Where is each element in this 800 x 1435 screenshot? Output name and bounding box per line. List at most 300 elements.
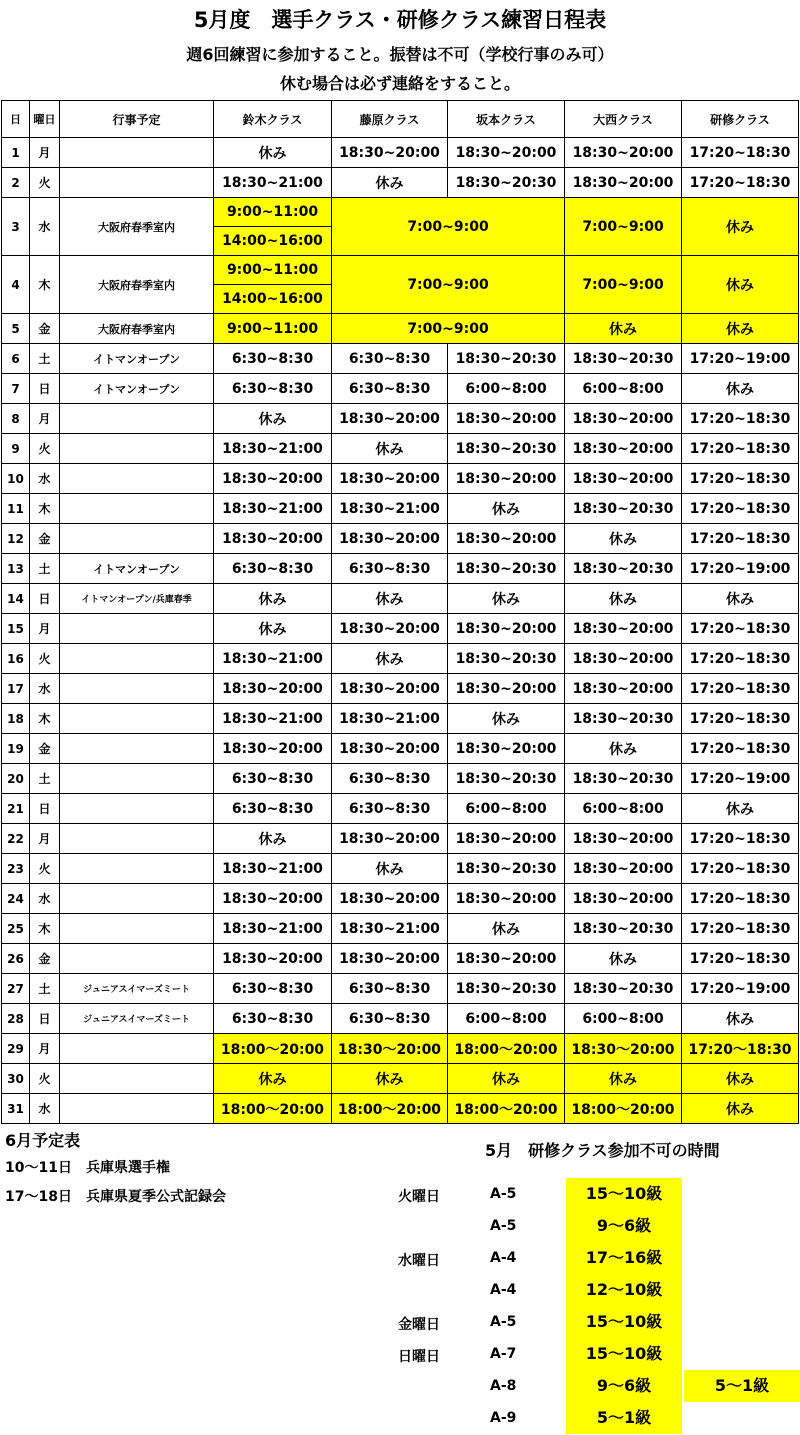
onishi-cell: 18:30~20:00 xyxy=(565,824,682,854)
sakamoto-cell: 18:30~20:30 xyxy=(448,764,565,794)
fujiwara-cell: 18:30~20:00 xyxy=(332,944,448,974)
suzuki-cell: 18:30~20:00 xyxy=(214,674,332,704)
day-cell: 21 xyxy=(2,794,30,824)
event-cell xyxy=(60,614,214,644)
table-row xyxy=(2,614,799,644)
fujiwara-cell: 6:30~8:30 xyxy=(332,764,448,794)
suzuki-cell: 18:00～20:00 xyxy=(214,1094,332,1124)
table-row xyxy=(2,404,799,434)
event-cell xyxy=(60,434,214,464)
sakamoto-cell: 休み xyxy=(448,494,565,524)
onishi-cell: 18:30~20:00 xyxy=(565,674,682,704)
event-cell: イトマンオープン xyxy=(60,344,214,374)
day-cell: 10 xyxy=(2,464,30,494)
sakamoto-cell: 18:30~20:00 xyxy=(448,138,565,168)
weekday-cell: 火 xyxy=(30,1064,60,1094)
day-cell: 9 xyxy=(2,434,30,464)
onishi-cell: 18:30~20:00 xyxy=(565,138,682,168)
day-cell: 20 xyxy=(2,764,30,794)
suzuki-cell: 18:00～20:00 xyxy=(214,1034,332,1064)
fujiwara-cell: 休み xyxy=(332,854,448,884)
weekday-cell: 月 xyxy=(30,614,60,644)
fujiwara-cell: 18:30~20:00 xyxy=(332,524,448,554)
sakamoto-cell: 18:00～20:00 xyxy=(448,1034,565,1064)
restrict-grade-badge: 9～6級 xyxy=(566,1210,682,1242)
weekday-cell: 金 xyxy=(30,524,60,554)
kenshu-cell: 17:20~19:00 xyxy=(682,974,799,1004)
weekday-cell: 金 xyxy=(30,734,60,764)
event-cell xyxy=(60,524,214,554)
kenshu-cell: 17:20~18:30 xyxy=(682,734,799,764)
day-cell: 12 xyxy=(2,524,30,554)
suzuki-cell: 18:30~21:00 xyxy=(214,854,332,884)
event-cell xyxy=(60,824,214,854)
day-cell: 2 xyxy=(2,168,30,198)
suzuki-cell: 6:30~8:30 xyxy=(214,554,332,584)
kenshu-cell: 17:20~18:30 xyxy=(682,884,799,914)
suzuki-cell: 18:30~20:00 xyxy=(214,464,332,494)
table-row xyxy=(2,914,799,944)
event-cell xyxy=(60,138,214,168)
onishi-cell: 休み xyxy=(565,944,682,974)
kenshu-cell: 17:20~18:30 xyxy=(682,464,799,494)
sakamoto-cell: 休み xyxy=(448,1064,565,1094)
kenshu-cell: 17:20~18:30 xyxy=(682,674,799,704)
onishi-cell: 18:30~20:00 xyxy=(565,884,682,914)
onishi-cell: 18:30~20:30 xyxy=(565,914,682,944)
restrict-class: A-4 xyxy=(490,1250,517,1266)
header-cell: 行事予定 xyxy=(60,101,214,138)
sakamoto-cell: 18:30~20:30 xyxy=(448,974,565,1004)
day-cell: 8 xyxy=(2,404,30,434)
kenshu-cell: 17:20~18:30 xyxy=(682,914,799,944)
restrict-grade-badge: 15～10級 xyxy=(566,1178,682,1210)
fujiwara-cell: 18:30~20:00 xyxy=(332,674,448,704)
fujiwara-cell: 6:30~8:30 xyxy=(332,794,448,824)
day-cell: 17 xyxy=(2,674,30,704)
sakamoto-cell: 休み xyxy=(448,704,565,734)
onishi-cell: 休み xyxy=(565,584,682,614)
weekday-cell: 火 xyxy=(30,854,60,884)
suzuki-cell: 6:30~8:30 xyxy=(214,974,332,1004)
event-cell: 大阪府春季室内 xyxy=(60,256,214,314)
event-cell xyxy=(60,914,214,944)
merged-cell: 7:00~9:00 xyxy=(332,256,565,314)
kenshu-cell: 17:20~18:30 xyxy=(682,944,799,974)
weekday-cell: 月 xyxy=(30,138,60,168)
day-cell: 6 xyxy=(2,344,30,374)
suzuki-cell: 休み xyxy=(214,824,332,854)
sakamoto-cell: 6:00~8:00 xyxy=(448,1004,565,1034)
restrict-day: 金曜日 xyxy=(398,1317,440,1333)
kenshu-cell: 休み xyxy=(682,198,799,256)
restrict-grade-badge: 12～10級 xyxy=(566,1274,682,1306)
sakamoto-cell: 18:30~20:30 xyxy=(448,854,565,884)
restrict-grade-badge: 5～1級 xyxy=(566,1402,682,1434)
table-row xyxy=(2,464,799,494)
weekday-cell: 月 xyxy=(30,1034,60,1064)
table-row xyxy=(2,794,799,824)
restrict-day: 水曜日 xyxy=(398,1253,440,1269)
weekday-cell: 水 xyxy=(30,884,60,914)
sakamoto-cell: 18:30~20:00 xyxy=(448,674,565,704)
weekday-cell: 日 xyxy=(30,1004,60,1034)
sakamoto-cell: 18:30~20:00 xyxy=(448,464,565,494)
onishi-cell: 18:30~20:30 xyxy=(565,764,682,794)
fujiwara-cell: 18:30~20:00 xyxy=(332,614,448,644)
sakamoto-cell: 18:30~20:00 xyxy=(448,524,565,554)
weekday-cell: 土 xyxy=(30,974,60,1004)
day-cell: 25 xyxy=(2,914,30,944)
day-cell: 27 xyxy=(2,974,30,1004)
table-row xyxy=(2,944,799,974)
suzuki-cell: 18:30~20:00 xyxy=(214,524,332,554)
suzuki-cell: 18:30~21:00 xyxy=(214,704,332,734)
fujiwara-cell: 6:30~8:30 xyxy=(332,974,448,1004)
onishi-cell: 休み xyxy=(565,734,682,764)
kenshu-cell: 休み xyxy=(682,794,799,824)
table-row xyxy=(2,554,799,584)
onishi-cell: 18:30～20:00 xyxy=(565,1034,682,1064)
fujiwara-cell: 6:30~8:30 xyxy=(332,374,448,404)
fujiwara-cell: 6:30~8:30 xyxy=(332,1004,448,1034)
onishi-cell: 18:30~20:00 xyxy=(565,854,682,884)
onishi-cell: 18:30~20:00 xyxy=(565,168,682,198)
weekday-cell: 月 xyxy=(30,404,60,434)
fujiwara-cell: 18:30~21:00 xyxy=(332,494,448,524)
kenshu-cell: 17:20~18:30 xyxy=(682,494,799,524)
event-cell xyxy=(60,404,214,434)
event-cell xyxy=(60,944,214,974)
onishi-cell: 休み xyxy=(565,1064,682,1094)
sakamoto-cell: 18:00～20:00 xyxy=(448,1094,565,1124)
fujiwara-cell: 休み xyxy=(332,168,448,198)
day-cell: 11 xyxy=(2,494,30,524)
onishi-cell: 18:00～20:00 xyxy=(565,1094,682,1124)
kenshu-cell: 17:20~18:30 xyxy=(682,434,799,464)
table-row xyxy=(2,168,799,198)
kenshu-cell: 17:20~18:30 xyxy=(682,138,799,168)
event-cell xyxy=(60,884,214,914)
sakamoto-cell: 18:30~20:30 xyxy=(448,644,565,674)
table-row xyxy=(2,974,799,1004)
weekday-cell: 水 xyxy=(30,464,60,494)
header-cell: 藤原クラス xyxy=(332,101,448,138)
day-cell: 15 xyxy=(2,614,30,644)
day-cell: 16 xyxy=(2,644,30,674)
suzuki-cell: 18:30~21:00 xyxy=(214,914,332,944)
weekday-cell: 土 xyxy=(30,764,60,794)
table-row xyxy=(2,1094,799,1124)
kenshu-cell: 17:20~19:00 xyxy=(682,344,799,374)
table-row xyxy=(2,374,799,404)
weekday-cell: 火 xyxy=(30,168,60,198)
onishi-cell: 7:00~9:00 xyxy=(565,256,682,314)
table-row xyxy=(2,1034,799,1064)
day-cell: 14 xyxy=(2,584,30,614)
event-cell: ジュニアスイマーズミート xyxy=(60,974,214,1004)
event-cell xyxy=(60,168,214,198)
sakamoto-cell: 18:30~20:00 xyxy=(448,944,565,974)
restrict-class: A-9 xyxy=(490,1410,517,1426)
onishi-cell: 18:30~20:00 xyxy=(565,614,682,644)
table-row xyxy=(2,314,799,344)
sakamoto-cell: 18:30~20:30 xyxy=(448,434,565,464)
suzuki-cell: 18:30~21:00 xyxy=(214,644,332,674)
merged-cell: 7:00~9:00 xyxy=(332,198,565,256)
weekday-cell: 水 xyxy=(30,1094,60,1124)
kenshu-cell: 17:20~18:30 xyxy=(682,168,799,198)
fujiwara-cell: 18:30~20:00 xyxy=(332,734,448,764)
header-cell: 鈴木クラス xyxy=(214,101,332,138)
suzuki-cell: 18:30~21:00 xyxy=(214,494,332,524)
table-row xyxy=(2,734,799,764)
onishi-cell: 6:00~8:00 xyxy=(565,374,682,404)
suzuki-cell: 休み xyxy=(214,138,332,168)
sakamoto-cell: 18:30~20:30 xyxy=(448,168,565,198)
day-cell: 31 xyxy=(2,1094,30,1124)
onishi-cell: 6:00~8:00 xyxy=(565,1004,682,1034)
sakamoto-cell: 休み xyxy=(448,914,565,944)
weekday-cell: 日 xyxy=(30,794,60,824)
table-row xyxy=(2,198,799,227)
table-row xyxy=(2,256,799,285)
restrict-class: A-7 xyxy=(490,1346,517,1362)
restrict-grade-badge: 9～6級 xyxy=(566,1370,682,1402)
table-row xyxy=(2,434,799,464)
weekday-cell: 木 xyxy=(30,256,60,314)
june-item: 17～18日 兵庫県夏季公式記録会 xyxy=(5,1189,226,1205)
suzuki-cell: 休み xyxy=(214,404,332,434)
onishi-cell: 18:30~20:30 xyxy=(565,974,682,1004)
fujiwara-cell: 18:00～20:00 xyxy=(332,1094,448,1124)
suzuki-cell: 18:30~20:00 xyxy=(214,884,332,914)
weekday-cell: 日 xyxy=(30,584,60,614)
restrict-grade-badge: 5～1級 xyxy=(684,1370,800,1402)
suzuki-cell: 6:30~8:30 xyxy=(214,1004,332,1034)
restrict-class: A-5 xyxy=(490,1218,517,1234)
day-cell: 19 xyxy=(2,734,30,764)
day-cell: 23 xyxy=(2,854,30,884)
kenshu-cell: 休み xyxy=(682,1004,799,1034)
restrict-grade-badge: 15～10級 xyxy=(566,1306,682,1338)
onishi-cell: 18:30~20:30 xyxy=(565,554,682,584)
onishi-cell: 休み xyxy=(565,314,682,344)
suzuki-cell: 18:30~21:00 xyxy=(214,168,332,198)
fujiwara-cell: 休み xyxy=(332,584,448,614)
table-row xyxy=(2,494,799,524)
onishi-cell: 7:00~9:00 xyxy=(565,198,682,256)
table-row xyxy=(2,884,799,914)
suzuki-cell: 6:30~8:30 xyxy=(214,764,332,794)
weekday-cell: 月 xyxy=(30,824,60,854)
onishi-cell: 18:30~20:00 xyxy=(565,644,682,674)
fujiwara-cell: 18:30~21:00 xyxy=(332,704,448,734)
event-cell xyxy=(60,494,214,524)
header-cell: 坂本クラス xyxy=(448,101,565,138)
event-cell: 大阪府春季室内 xyxy=(60,314,214,344)
sakamoto-cell: 18:30~20:30 xyxy=(448,554,565,584)
restrict-grade-badge: 15～10級 xyxy=(566,1338,682,1370)
kenshu-cell: 17:20~18:30 xyxy=(682,704,799,734)
event-cell xyxy=(60,674,214,704)
fujiwara-cell: 18:30~20:00 xyxy=(332,884,448,914)
sakamoto-cell: 18:30~20:00 xyxy=(448,884,565,914)
june-item: 10～11日 兵庫県選手権 xyxy=(5,1160,170,1176)
sakamoto-cell: 18:30~20:30 xyxy=(448,344,565,374)
kenshu-cell: 休み xyxy=(682,374,799,404)
sakamoto-cell: 18:30~20:00 xyxy=(448,824,565,854)
table-row xyxy=(2,854,799,884)
kenshu-cell: 17:20~18:30 xyxy=(682,644,799,674)
restrict-day: 火曜日 xyxy=(398,1189,440,1205)
kenshu-cell: 休み xyxy=(682,314,799,344)
kenshu-cell: 17:20~18:30 xyxy=(682,854,799,884)
restrict-title: 5月 研修クラス参加不可の時間 xyxy=(485,1141,720,1160)
subtitle-rule-1: 週6回練習に参加すること。振替は不可（学校行事のみ可） xyxy=(186,45,614,64)
kenshu-cell: 17:20~19:00 xyxy=(682,554,799,584)
restrict-class: A-4 xyxy=(490,1282,517,1298)
onishi-cell: 18:30~20:30 xyxy=(565,494,682,524)
sakamoto-cell: 18:30~20:00 xyxy=(448,404,565,434)
restrict-class: A-5 xyxy=(490,1186,517,1202)
event-cell xyxy=(60,764,214,794)
fujiwara-cell: 6:30~8:30 xyxy=(332,554,448,584)
table-row xyxy=(2,1004,799,1034)
suzuki-cell: 9:00~11:00 xyxy=(214,314,332,344)
merged-cell: 7:00~9:00 xyxy=(332,314,565,344)
sakamoto-cell: 18:30~20:00 xyxy=(448,614,565,644)
kenshu-cell: 17:20~19:00 xyxy=(682,764,799,794)
fujiwara-cell: 休み xyxy=(332,644,448,674)
onishi-cell: 休み xyxy=(565,524,682,554)
header-cell: 研修クラス xyxy=(682,101,799,138)
table-header-row xyxy=(2,101,799,138)
event-cell xyxy=(60,644,214,674)
suzuki-cell: 休み xyxy=(214,1064,332,1094)
weekday-cell: 木 xyxy=(30,704,60,734)
table-row xyxy=(2,524,799,554)
kenshu-cell: 休み xyxy=(682,1064,799,1094)
day-cell: 18 xyxy=(2,704,30,734)
event-cell: 大阪府春季室内 xyxy=(60,198,214,256)
suzuki-cell: 14:00~16:00 xyxy=(214,227,332,256)
weekday-cell: 木 xyxy=(30,494,60,524)
page-title: 5月度 選手クラス・研修クラス練習日程表 xyxy=(193,8,607,32)
day-cell: 4 xyxy=(2,256,30,314)
fujiwara-cell: 18:30~20:00 xyxy=(332,404,448,434)
day-cell: 22 xyxy=(2,824,30,854)
suzuki-cell: 18:30~21:00 xyxy=(214,434,332,464)
table-row xyxy=(2,764,799,794)
restrict-class: A-8 xyxy=(490,1378,517,1394)
weekday-cell: 火 xyxy=(30,644,60,674)
suzuki-cell: 6:30~8:30 xyxy=(214,374,332,404)
table-row xyxy=(2,824,799,854)
day-cell: 24 xyxy=(2,884,30,914)
event-cell xyxy=(60,854,214,884)
table-row xyxy=(2,674,799,704)
onishi-cell: 18:30~20:00 xyxy=(565,434,682,464)
suzuki-cell: 休み xyxy=(214,584,332,614)
fujiwara-cell: 6:30~8:30 xyxy=(332,344,448,374)
onishi-cell: 6:00~8:00 xyxy=(565,794,682,824)
onishi-cell: 18:30~20:30 xyxy=(565,704,682,734)
onishi-cell: 18:30~20:00 xyxy=(565,404,682,434)
fujiwara-cell: 18:30~21:00 xyxy=(332,914,448,944)
fujiwara-cell: 休み xyxy=(332,434,448,464)
day-cell: 3 xyxy=(2,198,30,256)
day-cell: 28 xyxy=(2,1004,30,1034)
onishi-cell: 18:30~20:30 xyxy=(565,344,682,374)
header-cell: 曜日 xyxy=(30,101,60,138)
suzuki-cell: 18:30~20:00 xyxy=(214,734,332,764)
table-row xyxy=(2,138,799,168)
event-cell xyxy=(60,704,214,734)
onishi-cell: 18:30~20:00 xyxy=(565,464,682,494)
event-cell: イトマンオープン/兵庫春季 xyxy=(60,584,214,614)
restrict-grade-badge: 17～16級 xyxy=(566,1242,682,1274)
sakamoto-cell: 休み xyxy=(448,584,565,614)
fujiwara-cell: 休み xyxy=(332,1064,448,1094)
day-cell: 7 xyxy=(2,374,30,404)
kenshu-cell: 17:20~18:30 xyxy=(682,824,799,854)
event-cell xyxy=(60,1064,214,1094)
event-cell: イトマンオープン xyxy=(60,374,214,404)
suzuki-cell: 9:00~11:00 xyxy=(214,198,332,227)
sakamoto-cell: 18:30~20:00 xyxy=(448,734,565,764)
weekday-cell: 金 xyxy=(30,314,60,344)
june-schedule-title: 6月予定表 xyxy=(5,1131,81,1150)
weekday-cell: 土 xyxy=(30,344,60,374)
restrict-day: 日曜日 xyxy=(398,1349,440,1365)
kenshu-cell: 休み xyxy=(682,1094,799,1124)
weekday-cell: 土 xyxy=(30,554,60,584)
table-row xyxy=(2,704,799,734)
kenshu-cell: 17:20~18:30 xyxy=(682,404,799,434)
event-cell: ジュニアスイマーズミート xyxy=(60,1004,214,1034)
fujiwara-cell: 18:30~20:00 xyxy=(332,824,448,854)
weekday-cell: 水 xyxy=(30,198,60,256)
weekday-cell: 火 xyxy=(30,434,60,464)
kenshu-cell: 17:20～18:30 xyxy=(682,1034,799,1064)
event-cell xyxy=(60,734,214,764)
fujiwara-cell: 18:30~20:00 xyxy=(332,138,448,168)
kenshu-cell: 17:20~18:30 xyxy=(682,524,799,554)
table-row xyxy=(2,344,799,374)
day-cell: 30 xyxy=(2,1064,30,1094)
subtitle-rule-2: 休む場合は必ず連絡をすること。 xyxy=(279,74,520,93)
day-cell: 1 xyxy=(2,138,30,168)
event-cell: イトマンオープン xyxy=(60,554,214,584)
suzuki-cell: 18:30~20:00 xyxy=(214,944,332,974)
event-cell xyxy=(60,464,214,494)
weekday-cell: 金 xyxy=(30,944,60,974)
header-cell: 日 xyxy=(2,101,30,138)
weekday-cell: 日 xyxy=(30,374,60,404)
day-cell: 13 xyxy=(2,554,30,584)
kenshu-cell: 休み xyxy=(682,584,799,614)
suzuki-cell: 9:00~11:00 xyxy=(214,256,332,285)
weekday-cell: 水 xyxy=(30,674,60,704)
weekday-cell: 木 xyxy=(30,914,60,944)
event-cell xyxy=(60,794,214,824)
sakamoto-cell: 6:00~8:00 xyxy=(448,794,565,824)
suzuki-cell: 14:00~16:00 xyxy=(214,285,332,314)
table-row xyxy=(2,584,799,614)
suzuki-cell: 6:30~8:30 xyxy=(214,344,332,374)
schedule-table xyxy=(1,100,799,1124)
